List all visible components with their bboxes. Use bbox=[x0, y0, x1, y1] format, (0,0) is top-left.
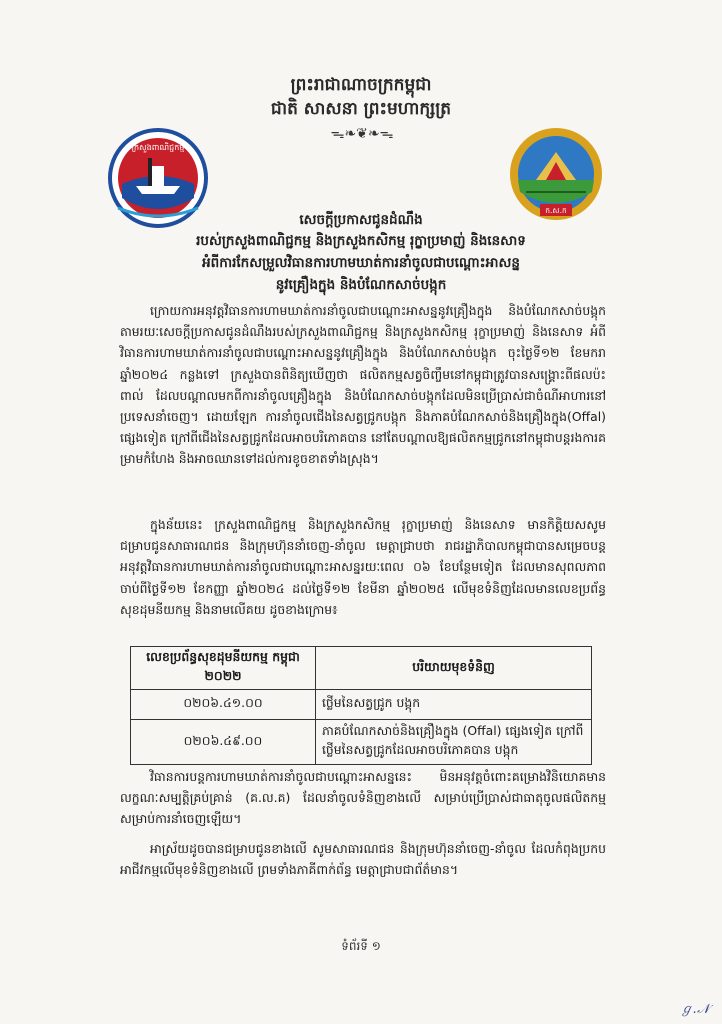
table-header-row bbox=[131, 647, 592, 690]
motto-header: ជាតិ សាសនា ព្រះមហាក្សត្រ bbox=[270, 99, 452, 119]
right-logo-text: ក.ស.ក bbox=[545, 206, 567, 215]
paragraph-exemption: វិធានការបន្តការហាមឃាត់ការនាំចូលជាបណ្តោះអាសន្ននេះ មិនអនុវត្តចំពោះគម្រោងវិនិយោគមានលក្ខណៈសម្បត្តិគ្រប់គ្រាន់ (គ.ល.គ) ដែលនាំចូលទំនិញខាងលើ សម្រាប់ប្រើប្រាស់ជាធាតុចូលផលិតកម្មសម្រាប់ការនាំចេញឡើយ។ bbox=[120, 769, 606, 827]
ornament-divider: ᯓ❧❦❧ᯓ bbox=[330, 126, 394, 142]
initials-signature: ℊ.𝒩 bbox=[680, 1002, 710, 1017]
paragraph-closing: អាស្រ័យដូចបានជម្រាបជូនខាងលើ សូមសាធារណជន និងក្រុមហ៊ុននាំចេញ-នាំចូល ដែលកំពុងប្រកបអាជីវកម្មលើមុខទំនិញខាងលើ ព្រមទាំងភាគីពាក់ព័ន្ធ មេត្តាជ្រាបជាព័ត៌មាន។ bbox=[120, 841, 606, 878]
description-cell: ភាគបំណែកសាច់និងគ្រឿងក្នុង (Offal) ផ្សេងទៀត ក្រៅពីថ្លើមនៃសត្វជ្រូកដែលអាចបរិភោគបាន បង្កុក bbox=[316, 720, 592, 765]
kingdom-header: ព្រះរាជាណាចក្រកម្ពុជា bbox=[290, 75, 432, 95]
table-header-hs-code: លេខប្រព័ន្ធសុខដុមនីយកម្ម កម្ពុជា ២០២២ bbox=[131, 647, 316, 690]
page-number: ទំព័រទី ១ bbox=[341, 939, 381, 953]
hs-code-table bbox=[130, 646, 592, 765]
left-logo-text: ក្រសួងពាណិជ្ជកម្ម bbox=[131, 143, 185, 152]
announcement-title: សេចក្តីប្រកាសជូនដំណឹង bbox=[299, 212, 423, 228]
paragraph-background: ក្រោយការអនុវត្តវិធានការហាមឃាត់ការនាំចូលជាបណ្តោះអាសន្ននូវគ្រឿងក្នុង និងបំណែកសាច់បង្កុក តាមរយៈសេចក្តីប្រកាសជូនដំណឹងរបស់ក្រសួងពាណិជ្ជកម្ម និងក្រសួងកសិកម្ម រុក្ខាប្រមាញ់ និងនេសាទ អំពីវិធានការហាមឃាត់ការនាំចូលជាបណ្តោះអាសន្ននូវគ្រឿងក្នុង និងបំណែកសាច់បង្កុក ចុះថ្ងៃទី១២ ខែមករា ឆ្នាំ២០២៤ កន្លងទៅ ក្រសួងបានពិនិត្យឃើញថា ផលិតកម្មសត្វចិញ្ចឹមនៅកម្ពុជាត្រូវបានសង្គ្រោះពីផលប៉ះពាល់ ដែលបណ្តាលមកពីការនាំចូលគ្រឿងក្នុង និងបំណែកសាច់បង្កុកដែលមិនប្រើប្រាស់ជាចំណីអាហារនៅប្រទេសនាំចេញ។ ដោយឡែក ការនាំចូលជើងនៃសត្វជ្រូកបង្កុក និងភាគបំណែកសាច់និងគ្រឿងក្នុង(Offal) ផ្សេងទៀត ក្រៅពីជើងនៃសត្វជ្រូកដែលអាចបរិភោគបាន នៅតែបណ្តាលឱ្យផលិតកម្មជ្រូកនៅកម្ពុជាបន្តរងការគម្រាមកំហែង និងអាចឈានទៅដល់ការខូចខាតទាំងស្រុង។ bbox=[120, 303, 606, 467]
hs-code-cell: ០២០៦.៤១.០០ bbox=[131, 690, 316, 720]
announcement-subject: អំពីការកែសម្រួលវិធានការហាមឃាត់ការនាំចូលជាបណ្តោះអាសន្ន bbox=[202, 255, 520, 271]
table-header-description: បរិយាយមុខទំនិញ bbox=[316, 647, 592, 690]
announcement-subject-items: នូវគ្រឿងក្នុង និងបំណែកសាច់បង្កុក bbox=[275, 277, 447, 293]
paragraph-decision: ក្នុងន័យនេះ ក្រសួងពាណិជ្ជកម្ម និងក្រសួងកសិកម្ម រុក្ខាប្រមាញ់ និងនេសាទ មានកិត្តិយសសូមជម្រាបជូនសាធារណជន និងក្រុមហ៊ុននាំចេញ-នាំចូល មេត្តាជ្រាបថា រាជរដ្ឋាភិបាលកម្ពុជាបានសម្រេចបន្តអនុវត្តវិធានការហាមឃាត់ការនាំចូលជាបណ្តោះអាសន្នរយៈពេល ០៦ ខែបន្ថែមទៀត ដែលមានសុពលភាព ចាប់ពីថ្ងៃទី១២ ខែកញ្ញា ឆ្នាំ២០២៤ ដល់ថ្ងៃទី១២ ខែមីនា ឆ្នាំ២០២៥ លើមុខទំនិញដែលមានលេខប្រព័ន្ធសុខដុមនីយកម្ម និងនាមលើគយ ដូចខាងក្រោម៖ bbox=[120, 517, 606, 617]
table-row bbox=[131, 690, 592, 720]
table-row bbox=[131, 720, 592, 765]
hs-code-cell: ០២០៦.៤៩.០០ bbox=[131, 720, 316, 765]
description-cell: ថ្លើមនៃសត្វជ្រូក បង្កុក bbox=[316, 690, 592, 720]
issuing-ministries: របស់ក្រសួងពាណិជ្ជកម្ម និងក្រសួងកសិកម្ម រុក្ខាប្រមាញ់ និងនេសាទ bbox=[196, 233, 526, 249]
